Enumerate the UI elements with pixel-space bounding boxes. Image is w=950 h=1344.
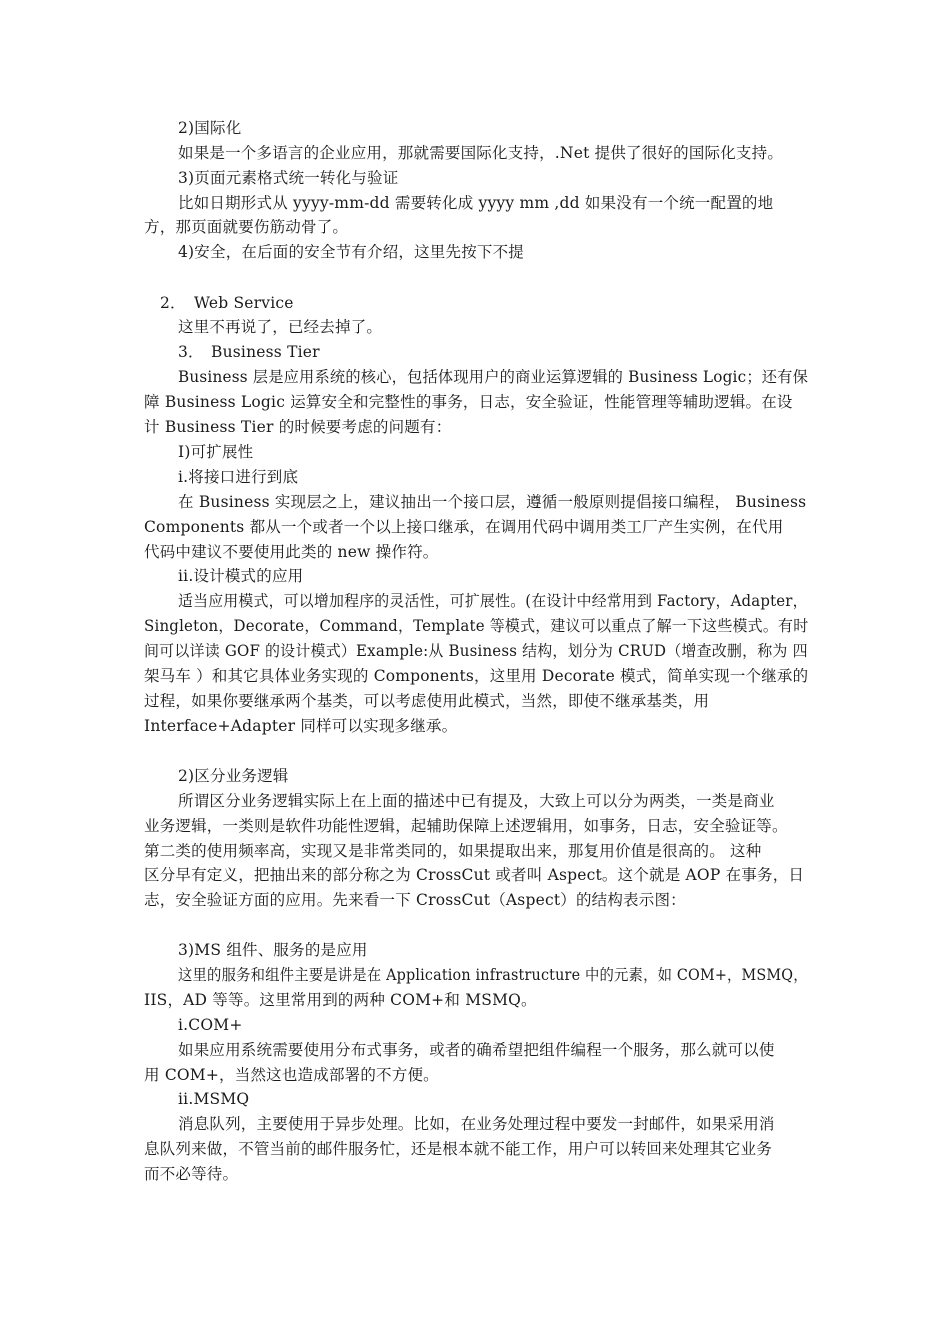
paragraph-line: 适当应用模式，可以增加程序的灵活性，可扩展性。(在设计中经常用到 Factory，Adapter，	[178, 592, 808, 610]
paragraph-line: 代码中建议不要使用此类的 new 操作符。	[144, 543, 439, 561]
paragraph-line: 在 Business 实现层之上，建议抽出一个接口层，遵循一般原则提倡接口编程， Business	[178, 493, 807, 511]
paragraph-line: 如果是一个多语言的企业应用，那就需要国际化支持，.Net 提供了很好的国际化支持。	[178, 144, 784, 162]
paragraph-line: 业务逻辑，一类则是软件功能性逻辑，起辅助保障上述逻辑用，如事务，日志，安全验证等。	[144, 817, 788, 835]
paragraph-line: 用 COM+，当然这也造成部署的不方便。	[144, 1066, 439, 1084]
heading-security: 4)安全，在后面的安全节有介绍，这里先按下不提	[178, 243, 525, 261]
heading-business-logic: 2)区分业务逻辑	[178, 767, 289, 785]
paragraph-line: 息队列来做，不管当前的邮件服务忙，还是根本就不能工作，用户可以转回来处理其它业务	[144, 1140, 773, 1158]
heading-msmq: ii.MSMQ	[178, 1090, 250, 1108]
heading-interfaces: i.将接口进行到底	[178, 468, 299, 486]
paragraph-line: Business 层是应用系统的核心，包括体现用户的商业运算逻辑的 Business Logic；还有保	[178, 368, 809, 386]
section-heading-web-service	[160, 292, 294, 314]
section-heading-business-tier	[178, 341, 320, 363]
paragraph-line: Components 都从一个或者一个以上接口继承，在调用代码中调用类工厂产生实例，在代用	[144, 518, 784, 536]
paragraph-line: 区分早有定义，把抽出来的部分称之为 CrossCut 或者叫 Aspect。这个就是 AOP 在事务，日	[144, 866, 805, 884]
heading-ms-components: 3)MS 组件、服务的是应用	[178, 941, 368, 959]
paragraph-line: 志，安全验证方面的应用。先来看一下 CrossCut（Aspect）的结构表示图：	[144, 891, 686, 909]
paragraph-line: 障 Business Logic 运算安全和完整性的事务，日志，安全验证，性能管理等辅助逻辑。在设	[144, 393, 793, 411]
paragraph-line: 这里的服务和组件主要是讲是在 Application infrastructure 中的元素，如 COM+，MSMQ，	[178, 966, 808, 984]
paragraph-line: 如果应用系统需要使用分布式事务，或者的确希望把组件编程一个服务，那么就可以使	[178, 1041, 775, 1059]
paragraph-line: 方，那页面就要伤筋动骨了。	[144, 218, 349, 236]
section-title: Web Service	[194, 294, 294, 312]
paragraph-line: 间可以详读 GOF 的设计模式）Example:从 Business 结构，划分为 CRUD（增查改删，称为 四	[144, 642, 808, 660]
heading-format-validation: 3)页面元素格式统一转化与验证	[178, 169, 399, 187]
paragraph-line: Singleton，Decorate，Command，Template 等模式，建议可以重点了解一下这些模式。有时	[144, 617, 809, 635]
heading-design-patterns: ii.设计模式的应用	[178, 567, 304, 585]
paragraph-line: 这里不再说了，已经去掉了。	[178, 318, 383, 336]
heading-scalability: I)可扩展性	[178, 443, 254, 461]
paragraph-line: 架马车 ）和其它具体业务实现的 Components，这里用 Decorate 模式，简单实现一个继承的	[144, 667, 809, 685]
paragraph-line: 比如日期形式从 yyyy-mm-dd 需要转化成 yyyy mm ,dd 如果没有一个统一配置的地	[178, 194, 774, 212]
paragraph-line: IIS，AD 等等。这里常用到的两种 COM+和 MSMQ。	[144, 991, 537, 1009]
section-title: Business Tier	[211, 343, 320, 361]
heading-internationalization: 2)国际化	[178, 119, 242, 137]
heading-com-plus: i.COM+	[178, 1016, 243, 1034]
section-number: 3．	[178, 343, 204, 361]
paragraph-line: 而不必等待。	[144, 1165, 239, 1183]
section-number: 2．	[160, 294, 186, 312]
paragraph-line: Interface+Adapter 同样可以实现多继承。	[144, 717, 458, 735]
paragraph-line: 所谓区分业务逻辑实际上在上面的描述中已有提及，大致上可以分为两类，一类是商业	[178, 792, 775, 810]
paragraph-line: 过程，如果你要继承两个基类，可以考虑使用此模式，当然，即使不继承基类，用	[144, 692, 710, 710]
paragraph-line: 计 Business Tier 的时候要考虑的问题有：	[144, 418, 452, 436]
paragraph-line: 消息队列，主要使用于异步处理。比如，在业务处理过程中要发一封邮件，如果采用消	[178, 1115, 775, 1133]
paragraph-line: 第二类的使用频率高，实现又是非常类同的，如果提取出来，那复用价值是很高的。 这种	[144, 842, 762, 860]
